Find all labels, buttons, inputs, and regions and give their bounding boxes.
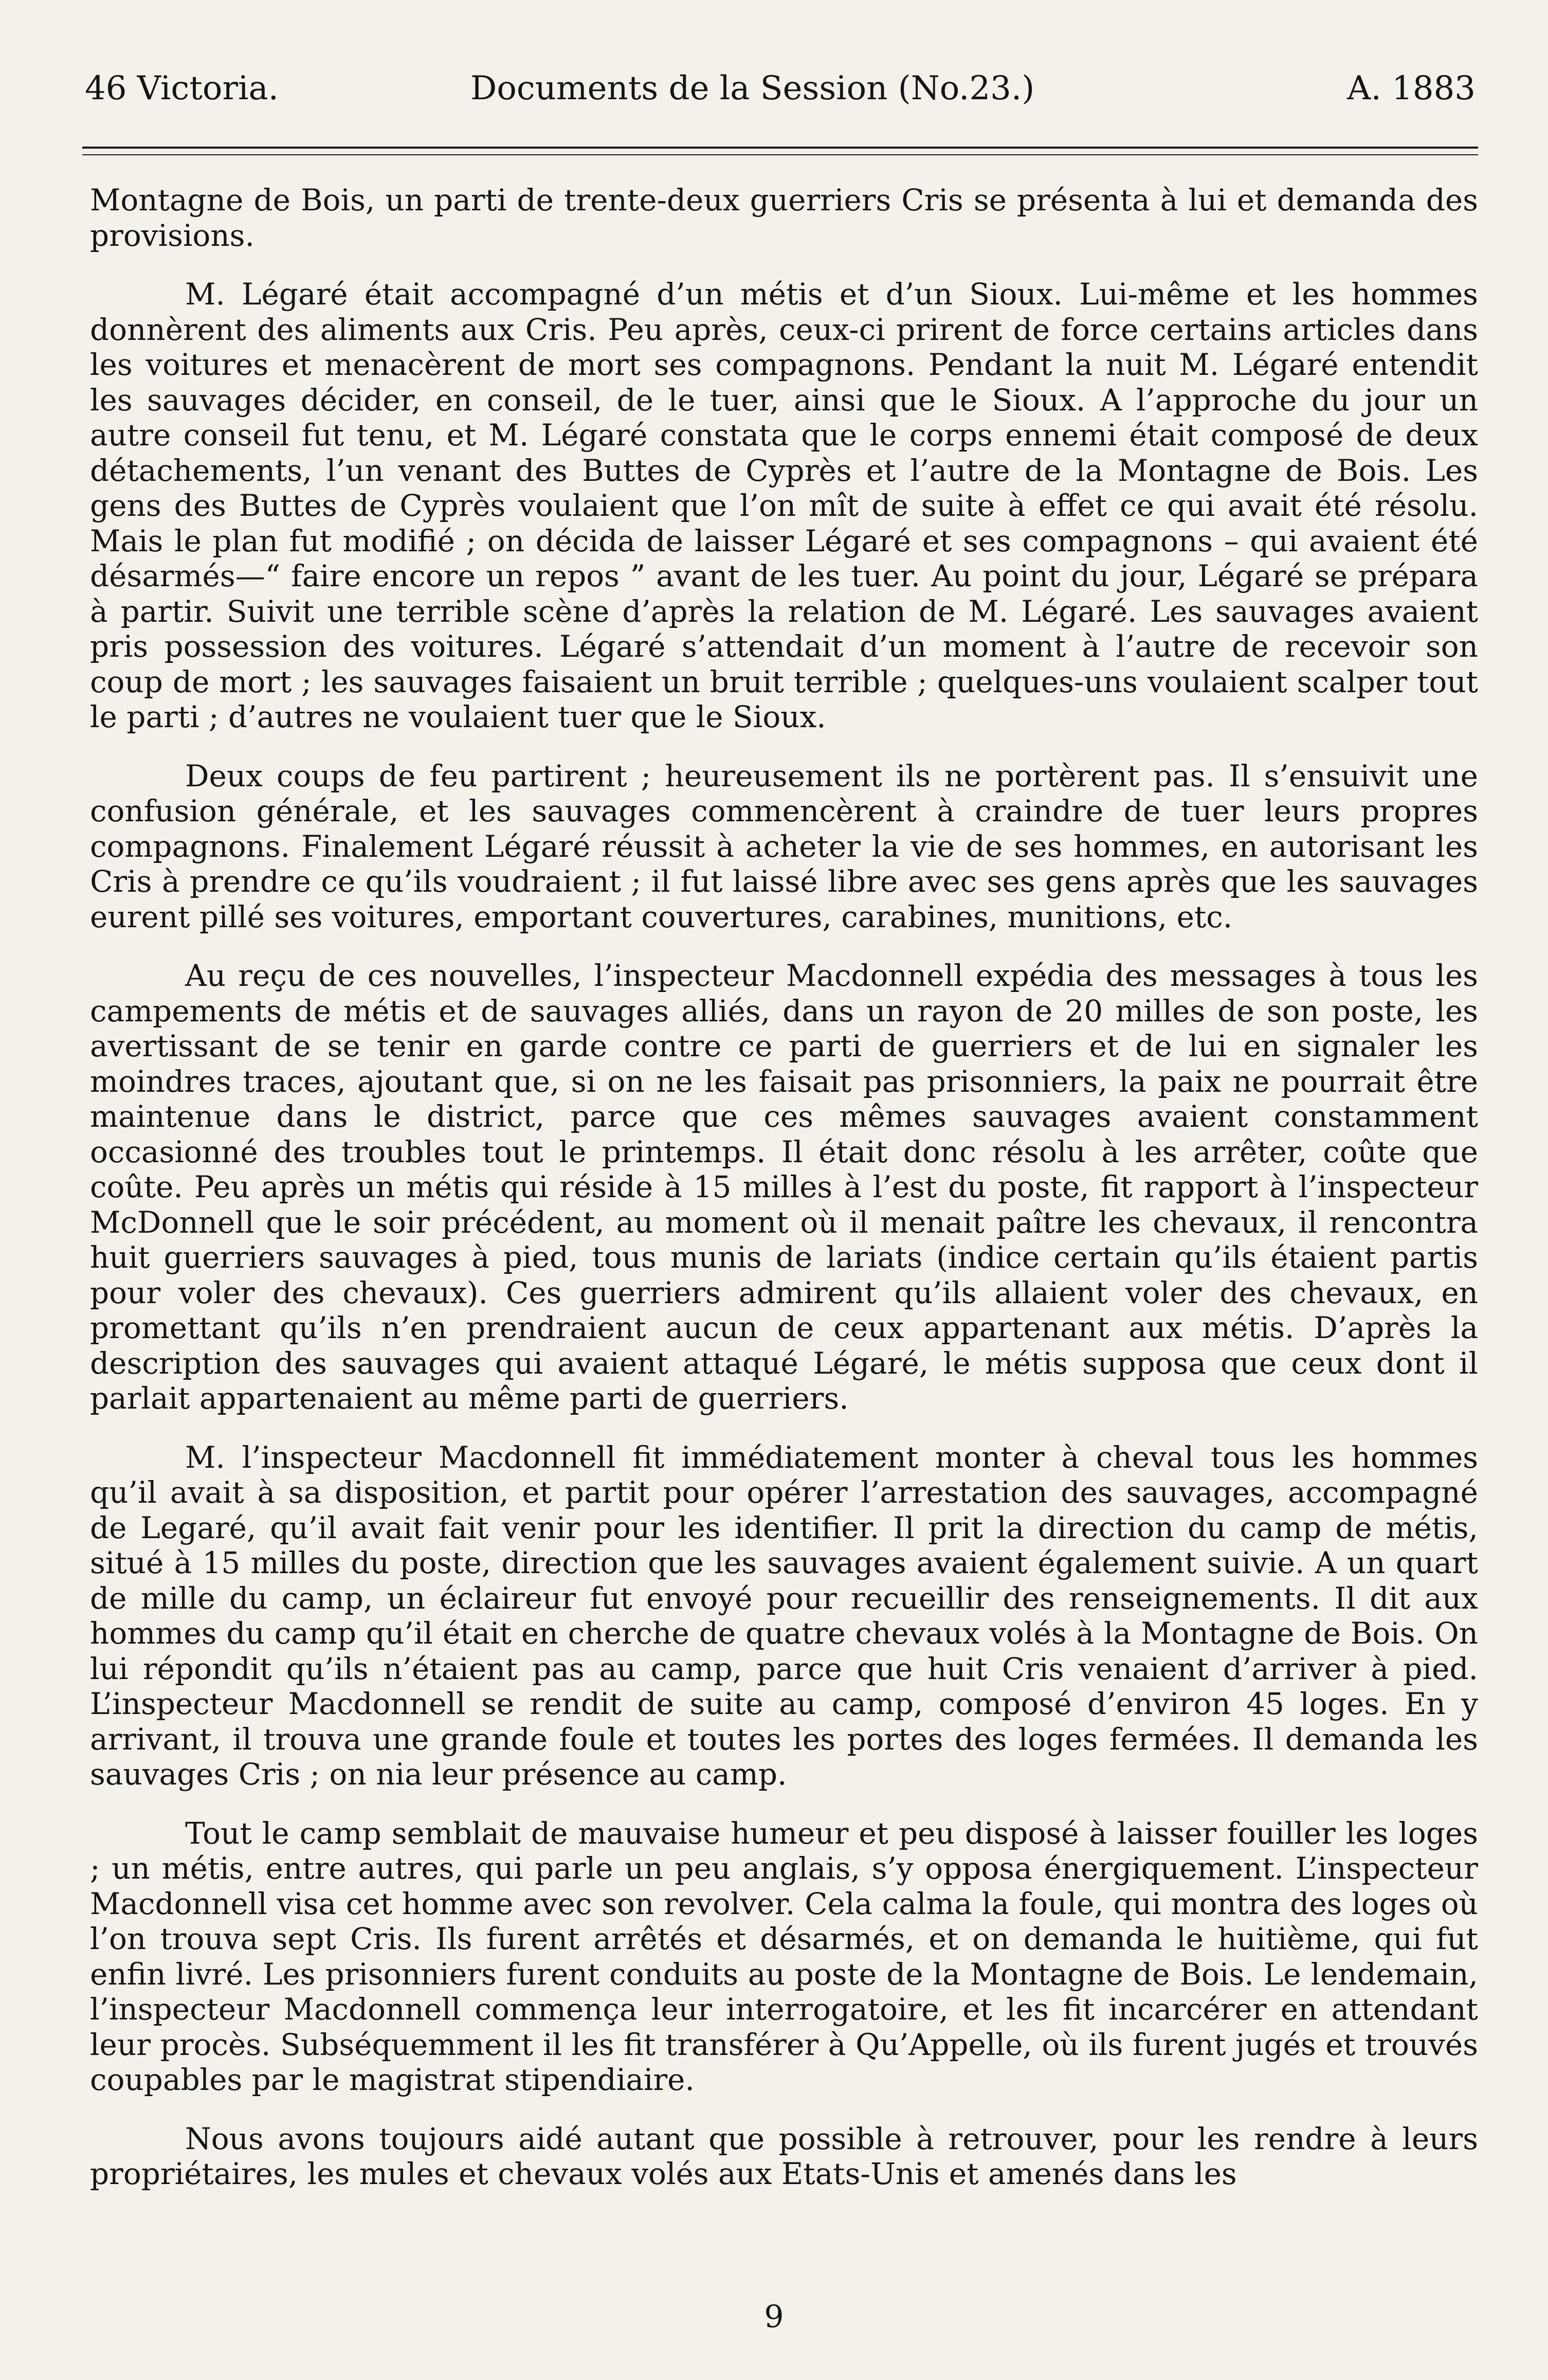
paragraph: Montagne de Bois, un parti de trente-deux guerriers Cris se présenta à lui et demanda des provisions. [90,183,1478,253]
paragraph: Tout le camp semblait de mauvaise humeur et peu disposé à laisser fouiller les loges ; un métis, entre autres, qui parle un peu anglais, s’y opposa énergiquement. L’inspecteur Macdonnell visa cet homme avec son revolver. Cela calma la foule, qui montra des loges où l’on trouva sept Cris. Ils furent arrêtés et désarmés, et on demanda le huitième, qui fut enfin livré. Les prisonniers furent conduits au poste de la Montagne de Bois. Le lendemain, l’inspecteur Macdonnell commença leur interrogatoire, et les fit incarcérer en attendant leur procès. Subséquemment il les fit transférer à Qu’Appelle, où ils furent jugés et trouvés coupables par le magistrat stipendiaire. [90,1815,1478,2097]
paragraph: Nous avons toujours aidé autant que possible à retrouver, pour les rendre à leurs propriétaires, les mules et chevaux volés aux Etats-Unis et amenés dans les [90,2121,1478,2191]
paragraph: Au reçu de ces nouvelles, l’inspecteur Macdonnell expédia des messages à tous les campements de métis et de sauvages alliés, dans un rayon de 20 milles de son poste, les avertissant de se tenir en garde contre ce parti de guerriers et de lui en signaler les moindres traces, ajoutant que, si on ne les faisait pas prisonniers, la paix ne pourrait être maintenue dans le district, parce que ces mêmes sauvages avaient constamment occasionné des troubles tout le printemps. Il était donc résolu à les arrêter, coûte que coûte. Peu après un métis qui réside à 15 milles à l’est du poste, fit rapport à l’inspecteur McDonnell que le soir précédent, au moment où il menait paître les chevaux, il rencontra huit guerriers sauvages à pied, tous munis de lariats (indice certain qu’ils étaient partis pour voler des chevaux). Ces guerriers admirent qu’ils allaient voler des chevaux, en promettant qu’ils n’en prendraient aucun de ceux appartenant aux métis. D’après la description des sauvages qui avaient attaqué Légaré, le métis supposa que ceux dont il parlait appartenaient au même parti de guerriers. [90,958,1478,1416]
page-header [85,68,1476,109]
paragraph: Deux coups de feu partirent ; heureusement ils ne portèrent pas. Il s’ensuivit une confusion générale, et les sauvages commencèrent à craindre de tuer leurs propres compagnons. Finalement Légaré réussit à acheter la vie de ses hommes, en autorisant les Cris à prendre ce qu’ils voudraient ; il fut laissé libre avec ses gens après que les sauvages eurent pillé ses voitures, emportant couvertures, carabines, munitions, etc. [90,758,1478,934]
paragraph: M. Légaré était accompagné d’un métis et d’un Sioux. Lui-même et les hommes donnèrent des aliments aux Cris. Peu après, ceux-ci prirent de force certains articles dans les voitures et menacèrent de mort ses compagnons. Pendant la nuit M. Légaré entendit les sauvages décider, en conseil, de le tuer, ainsi que le Sioux. A l’approche du jour un autre conseil fut tenu, et M. Légaré constata que le corps ennemi était composé de deux détachements, l’un venant des Buttes de Cyprès et l’autre de la Montagne de Bois. Les gens des Buttes de Cyprès voulaient que l’on mît de suite à effet ce qui avait été résolu. Mais le plan fut modifié ; on décida de laisser Légaré et ses compagnons – qui avaient été désarmés—“ faire encore un repos ” avant de les tuer. Au point du jour, Légaré se prépara à partir. Suivit une terrible scène d’après la relation de M. Légaré. Les sauvages avaient pris possession des voitures. Légaré s’attendait d’un moment à l’autre de recevoir son coup de mort ; les sauvages faisaient un bruit terrible ; quelques-uns voulaient scalper tout le parti ; d’autres ne voulaient tuer que le Sioux. [90,277,1478,734]
header-rule-thin [82,154,1478,155]
page-number: 9 [764,2299,784,2335]
header-volume: 46 Victoria. [85,69,279,107]
document-body [90,183,1478,2215]
header-rule-thick [82,147,1478,149]
paragraph: M. l’inspecteur Macdonnell fit immédiatement monter à cheval tous les hommes qu’il avait à sa disposition, et partit pour opérer l’arrestation des sauvages, accompagné de Legaré, qu’il avait fait venir pour les identifier. Il prit la direction du camp de métis, situé à 15 milles du poste, direction que les sauvages avaient également suivie. A un quart de mille du camp, un éclaireur fut envoyé pour recueillir des renseignements. Il dit aux hommes du camp qu’il était en cherche de quatre chevaux volés à la Montagne de Bois. On lui répondit qu’ils n’étaient pas au camp, parce que huit Cris venaient d’arriver à pied. L’inspecteur Macdonnell se rendit de suite au camp, composé d’environ 45 loges. En y arrivant, il trouva une grande foule et toutes les portes des loges fermées. Il demanda les sauvages Cris ; on nia leur présence au camp. [90,1439,1478,1792]
header-title: Documents de la Session (No.23.) [470,69,1035,107]
header-year: A. 1883 [1347,69,1476,107]
